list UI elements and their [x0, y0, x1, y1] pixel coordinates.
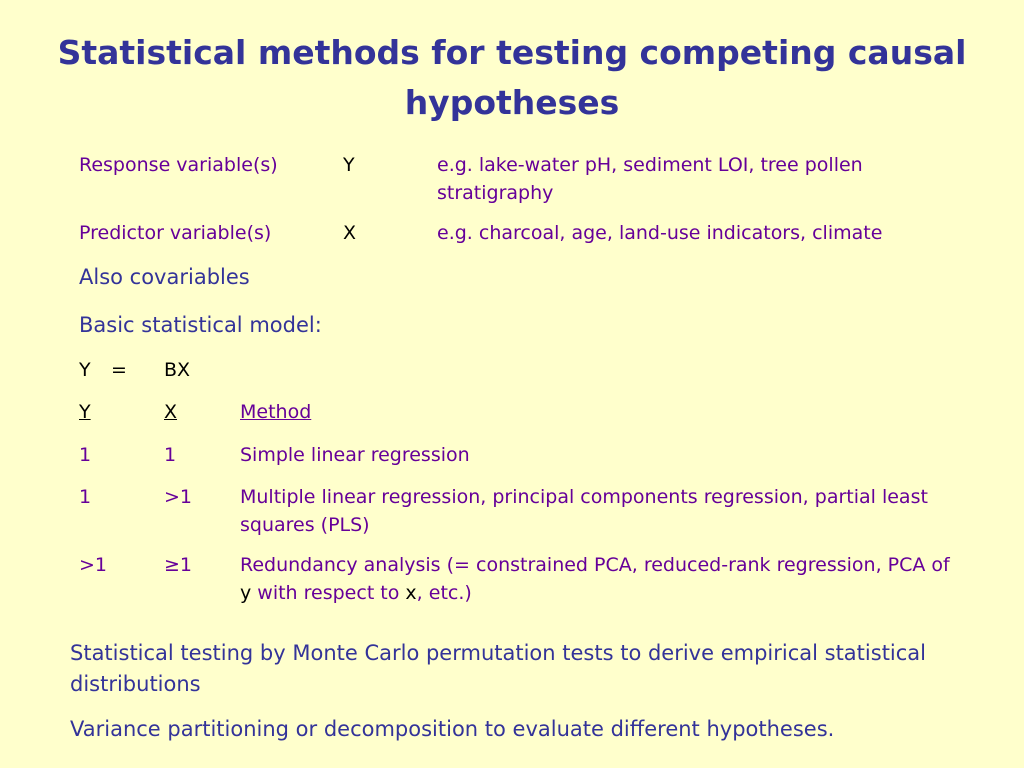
method-var-x: x [405, 582, 417, 604]
definition-symbol: X [343, 222, 357, 244]
slide-title: Statistical methods for testing competing causal hypotheses [57, 33, 967, 122]
definition-label: Predictor variable(s) [79, 222, 272, 244]
definition-examples: e.g. charcoal, age, land-use indicators, climate [437, 222, 883, 244]
header-y: Y [79, 401, 91, 423]
row-y: 1 [79, 444, 92, 466]
header-x: X [164, 401, 178, 423]
note-monte-carlo: Statistical testing by Monte Carlo permutation tests to derive empirical statistical distributions [70, 641, 927, 696]
row-y: 1 [79, 486, 92, 508]
row-method [240, 551, 960, 607]
row-x: ≥1 [164, 554, 193, 576]
row-y: >1 [79, 554, 108, 576]
row-x: 1 [164, 444, 177, 466]
definition-examples: e.g. lake-water pH, sediment LOI, tree pollen stratigraphy [437, 154, 863, 204]
method-text: Redundancy analysis (= constrained PCA, reduced-rank regression, PCA of [240, 554, 950, 576]
definition-symbol: Y [343, 154, 355, 176]
definition-label: Response variable(s) [79, 154, 278, 176]
equation-rhs: BX [164, 359, 191, 381]
method-text: , etc.) [416, 582, 472, 604]
header-method: Method [240, 401, 312, 423]
row-method: Multiple linear regression, principal components regression, partial least squares (PLS) [240, 486, 928, 536]
method-text: with respect to [251, 582, 406, 604]
model-heading: Basic statistical model: [79, 313, 322, 337]
note-variance-partitioning: Variance partitioning or decomposition to evaluate different hypotheses. [70, 717, 835, 741]
row-x: >1 [164, 486, 193, 508]
equation-equals: = [111, 359, 127, 381]
equation-lhs: Y [79, 359, 91, 381]
method-var-y: y [240, 582, 252, 604]
covariables-text: Also covariables [79, 265, 250, 289]
row-method: Simple linear regression [240, 444, 470, 466]
